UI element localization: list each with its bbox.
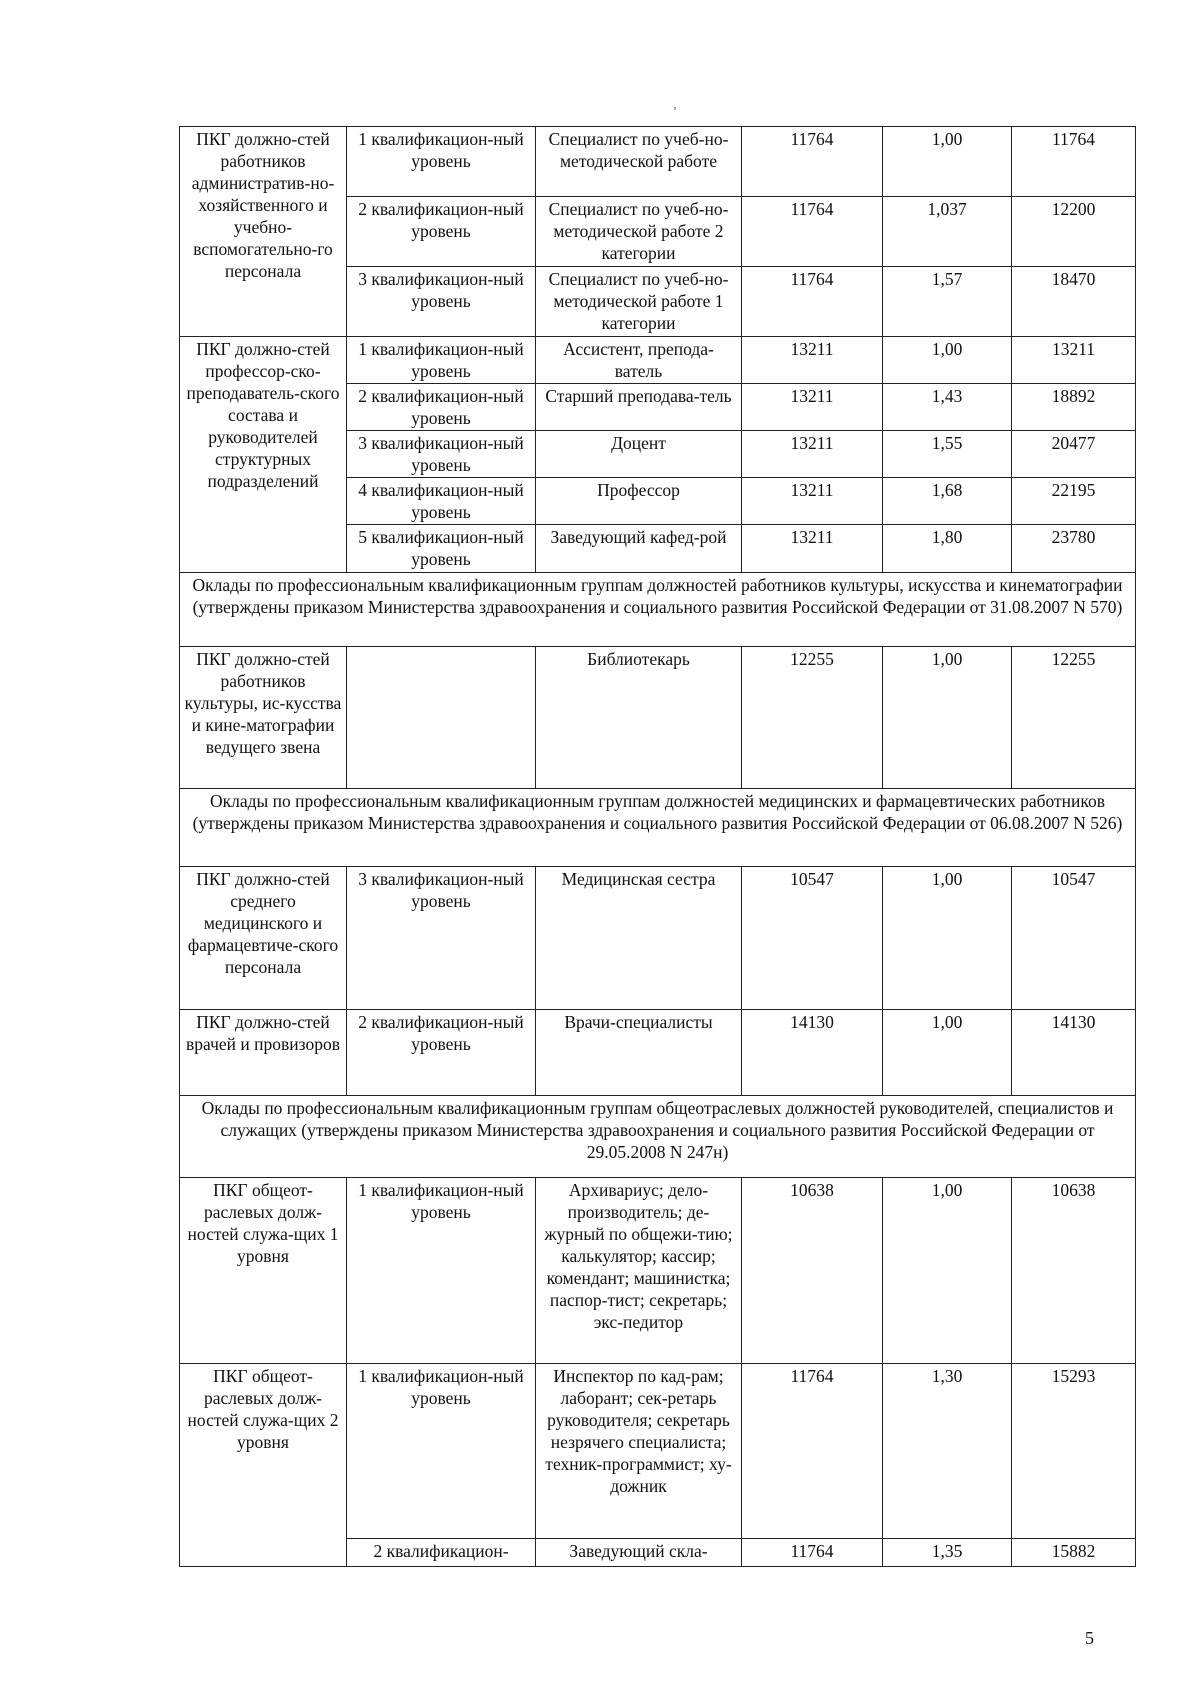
- base-salary-cell: 11764: [742, 197, 883, 267]
- qualification-level-cell: 1 квалификацион-ный уровень: [347, 1178, 536, 1364]
- qualification-level-cell: 5 квалификацион-ный уровень: [347, 525, 536, 573]
- coefficient-cell: 1,00: [883, 127, 1012, 197]
- section-header-row: [180, 789, 1136, 867]
- salary-cell: 11764: [1012, 127, 1136, 197]
- group-name-cell: ПКГ должно-стей работников административ-но-хозяйственного и учебно-вспомогательно-го персонала: [180, 127, 347, 337]
- salary-cell: 18892: [1012, 384, 1136, 431]
- coefficient-cell: 1,43: [883, 384, 1012, 431]
- section-header-row: [180, 573, 1136, 647]
- base-salary-cell: 13211: [742, 384, 883, 431]
- coefficient-cell: 1,80: [883, 525, 1012, 573]
- base-salary-cell: 11764: [742, 1539, 883, 1567]
- salary-cell: 20477: [1012, 431, 1136, 478]
- coefficient-cell: 1,55: [883, 431, 1012, 478]
- table-row: [180, 337, 1136, 384]
- table-row: [180, 1010, 1136, 1096]
- qualification-level-cell: 2 квалификацион-ный уровень: [347, 384, 536, 431]
- position-cell: Заведующий скла-: [536, 1539, 742, 1567]
- coefficient-cell: 1,00: [883, 647, 1012, 789]
- coefficient-cell: 1,00: [883, 1178, 1012, 1364]
- base-salary-cell: 11764: [742, 267, 883, 337]
- salary-cell: 15293: [1012, 1364, 1136, 1539]
- section-header-row: [180, 1096, 1136, 1178]
- salary-table: [179, 126, 1136, 1567]
- scan-mark: ʼ: [673, 104, 677, 118]
- base-salary-cell: 13211: [742, 431, 883, 478]
- group-name-cell: ПКГ должно-стей врачей и провизоров: [180, 1010, 347, 1096]
- table-row: [180, 1364, 1136, 1539]
- base-salary-cell: 11764: [742, 127, 883, 197]
- coefficient-cell: 1,35: [883, 1539, 1012, 1567]
- position-cell: Профессор: [536, 478, 742, 525]
- position-cell: Доцент: [536, 431, 742, 478]
- position-cell: Специалист по учеб-но-методической работе 1 категории: [536, 267, 742, 337]
- section-header: Оклады по профессиональным квалификационным группам общеотраслевых должностей руководителей, специалистов и служащих (утверждены приказом Министерства здравоохранения и социального развития Российской Федерации от 29.05.2008 N 247н): [180, 1096, 1136, 1178]
- qualification-level-cell: 2 квалификацион-: [347, 1539, 536, 1567]
- coefficient-cell: 1,68: [883, 478, 1012, 525]
- position-cell: Специалист по учеб-но-методической работе: [536, 127, 742, 197]
- table-row: [180, 867, 1136, 1010]
- qualification-level-cell: 1 квалификацион-ный уровень: [347, 1364, 536, 1539]
- position-cell: Библиотекарь: [536, 647, 742, 789]
- group-name-cell: ПКГ общеот-раслевых долж-ностей служа-щих 1 уровня: [180, 1178, 347, 1364]
- group-name-cell: ПКГ должно-стей среднего медицинского и фармацевтиче-ского персонала: [180, 867, 347, 1010]
- qualification-level-cell: 1 квалификацион-ный уровень: [347, 337, 536, 384]
- salary-cell: 18470: [1012, 267, 1136, 337]
- group-name-cell: ПКГ общеот-раслевых долж-ностей служа-щих 2 уровня: [180, 1364, 347, 1567]
- qualification-level-cell: [347, 647, 536, 789]
- group-name-cell: ПКГ должно-стей профессор-ско-преподаватель-ского состава и руководителей структурных подразделений: [180, 337, 347, 573]
- coefficient-cell: 1,037: [883, 197, 1012, 267]
- position-cell: Архивариус; дело-производитель; де-журный по общежи-тию; калькулятор; кассир; комендант; машинистка; паспор-тист; секретарь; экс-педитор: [536, 1178, 742, 1364]
- table-row: [180, 1178, 1136, 1364]
- salary-cell: 14130: [1012, 1010, 1136, 1096]
- salary-cell: 10638: [1012, 1178, 1136, 1364]
- salary-cell: 12255: [1012, 647, 1136, 789]
- coefficient-cell: 1,00: [883, 1010, 1012, 1096]
- base-salary-cell: 11764: [742, 1364, 883, 1539]
- section-header: Оклады по профессиональным квалификационным группам должностей медицинских и фармацевтических работников (утверждены приказом Министерства здравоохранения и социального развития Российской Федерации от 06.08.2007 N 526): [180, 789, 1136, 867]
- base-salary-cell: 13211: [742, 525, 883, 573]
- position-cell: Заведующий кафед-рой: [536, 525, 742, 573]
- page-number: 5: [1085, 1628, 1094, 1648]
- base-salary-cell: 12255: [742, 647, 883, 789]
- section-header: Оклады по профессиональным квалификационным группам должностей работников культуры, искусства и кинематографии (утверждены приказом Министерства здравоохранения и социального развития Российской Федерации от 31.08.2007 N 570): [180, 573, 1136, 647]
- position-cell: Инспектор по кад-рам; лаборант; сек-ретарь руководителя; секретарь незрячего специалиста; техник-программист; ху-дожник: [536, 1364, 742, 1539]
- salary-cell: 13211: [1012, 337, 1136, 384]
- position-cell: Врачи-специалисты: [536, 1010, 742, 1096]
- group-name-cell: ПКГ должно-стей работников культуры, ис-кусства и кине-матографии ведущего звена: [180, 647, 347, 789]
- base-salary-cell: 13211: [742, 478, 883, 525]
- qualification-level-cell: 4 квалификацион-ный уровень: [347, 478, 536, 525]
- table-row: [180, 127, 1136, 197]
- qualification-level-cell: 2 квалификацион-ный уровень: [347, 1010, 536, 1096]
- qualification-level-cell: 1 квалификацион-ный уровень: [347, 127, 536, 197]
- base-salary-cell: 14130: [742, 1010, 883, 1096]
- salary-cell: 23780: [1012, 525, 1136, 573]
- coefficient-cell: 1,00: [883, 337, 1012, 384]
- position-cell: Медицинская сестра: [536, 867, 742, 1010]
- salary-cell: 22195: [1012, 478, 1136, 525]
- base-salary-cell: 13211: [742, 337, 883, 384]
- position-cell: Специалист по учеб-но-методической работе 2 категории: [536, 197, 742, 267]
- position-cell: Старший преподава-тель: [536, 384, 742, 431]
- position-cell: Ассистент, препода-ватель: [536, 337, 742, 384]
- coefficient-cell: 1,00: [883, 867, 1012, 1010]
- table-row: [180, 647, 1136, 789]
- base-salary-cell: 10638: [742, 1178, 883, 1364]
- qualification-level-cell: 3 квалификацион-ный уровень: [347, 431, 536, 478]
- coefficient-cell: 1,57: [883, 267, 1012, 337]
- base-salary-cell: 10547: [742, 867, 883, 1010]
- coefficient-cell: 1,30: [883, 1364, 1012, 1539]
- salary-cell: 10547: [1012, 867, 1136, 1010]
- qualification-level-cell: 3 квалификацион-ный уровень: [347, 867, 536, 1010]
- qualification-level-cell: 3 квалификацион-ный уровень: [347, 267, 536, 337]
- salary-cell: 15882: [1012, 1539, 1136, 1567]
- salary-table-body: [180, 127, 1136, 1567]
- salary-cell: 12200: [1012, 197, 1136, 267]
- qualification-level-cell: 2 квалификацион-ный уровень: [347, 197, 536, 267]
